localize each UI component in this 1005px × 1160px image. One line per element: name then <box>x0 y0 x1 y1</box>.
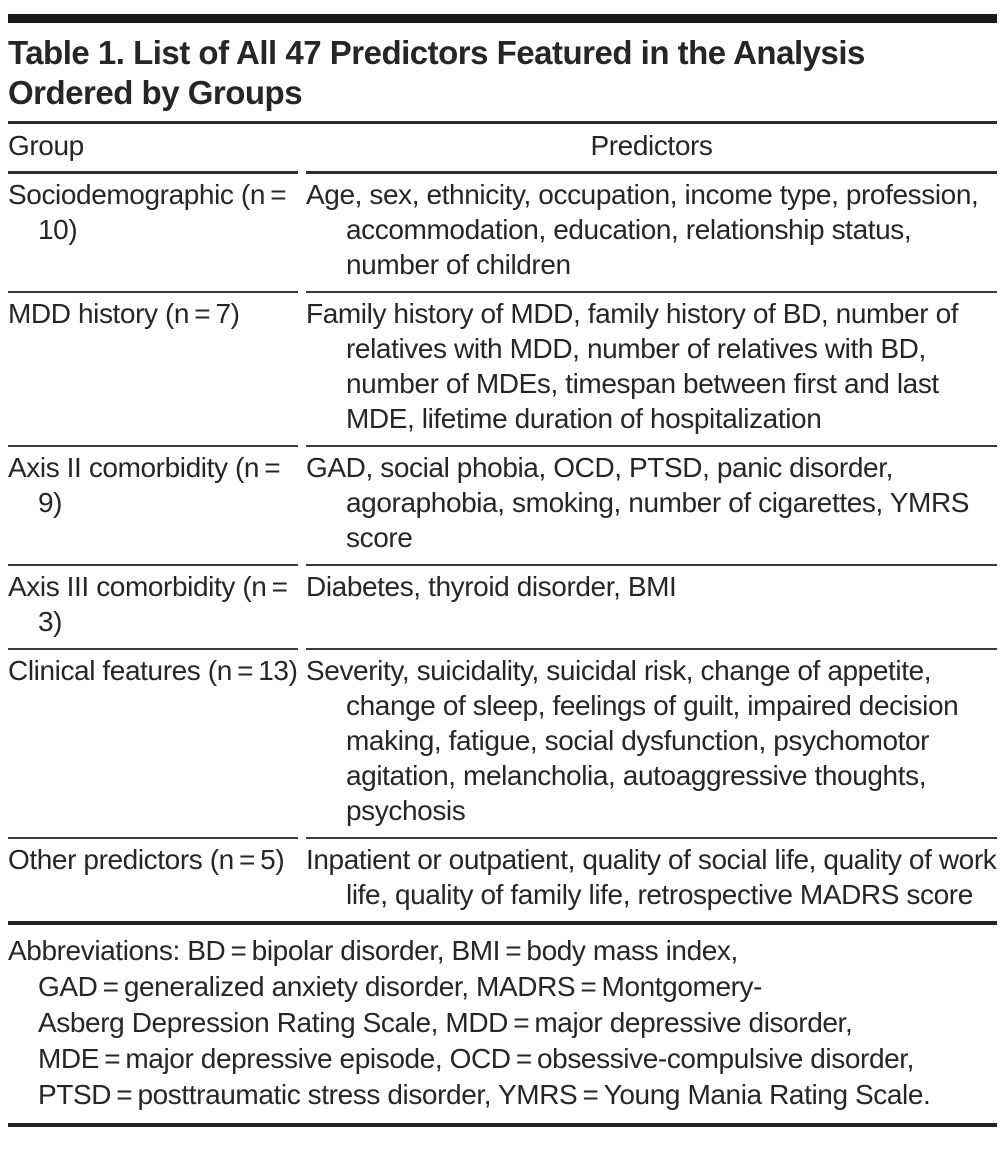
footnote-line: GAD = generalized anxiety disorder, MADRS = Montgomery- <box>38 971 763 1003</box>
predictors-cell: Age, sex, ethnicity, occupation, income type, profession, accommodation, education, relationship status, number of children <box>306 174 997 293</box>
group-cell: Sociodemographic (n = 10) <box>8 174 298 293</box>
group-cell: Other predictors (n = 5) <box>8 844 285 876</box>
group-cell: Clinical features (n = 13) <box>8 650 298 839</box>
predictors-table <box>0 124 1005 921</box>
abbreviations-footnote <box>8 933 997 1113</box>
footnote-line: PTSD = posttraumatic stress disorder, YMRS = Young Mania Rating Scale. <box>38 1079 931 1111</box>
predictors-cell: Family history of MDD, family history of BD, number of relatives with MDD, number of relatives with BD, number of MDEs, timespan between first and last MDE, lifetime duration of hospitalization <box>306 293 997 447</box>
table-row-axis-ii-comorbidity <box>8 447 997 566</box>
footnote-line: Asberg Depression Rating Scale, MDD = major depressive disorder, <box>38 1007 853 1039</box>
table-row-axis-iii-comorbidity <box>8 566 997 650</box>
header-row <box>8 124 997 174</box>
predictors-cell: Inpatient or outpatient, quality of social life, quality of work life, quality of family life, retrospective MADRS score <box>306 844 997 911</box>
table-title: Table 1. List of All 47 Predictors Featured in the Analysis Ordered by Groups <box>8 34 865 111</box>
footnote-line: MDE = major depressive episode, OCD = obsessive-compulsive disorder, <box>38 1043 915 1075</box>
group-cell: Axis II comorbidity (n = 9) <box>8 447 298 566</box>
table-row-other-predictors <box>8 839 997 921</box>
body-bottom-rule <box>8 921 997 925</box>
predictors-cell: Diabetes, thyroid disorder, BMI <box>306 566 997 650</box>
table-row-mdd-history <box>8 293 997 447</box>
table-row-clinical-features <box>8 650 997 839</box>
table-top-rule <box>8 14 997 23</box>
group-cell: Axis III comorbidity (n = 3) <box>8 566 298 650</box>
column-header-group: Group <box>8 124 298 174</box>
predictors-cell: GAD, social phobia, OCD, PTSD, panic disorder, agoraphobia, smoking, number of cigarettes, YMRS score <box>306 447 997 566</box>
group-cell: MDD history (n = 7) <box>8 293 298 447</box>
table-row-sociodemographic <box>8 174 997 293</box>
footnote-line: Abbreviations: BD = bipolar disorder, BMI = body mass index, <box>8 935 738 967</box>
predictors-cell: Severity, suicidality, suicidal risk, change of appetite, change of sleep, feelings of guilt, impaired decision making, fatigue, social dysfunction, psychomotor agitation, melancholia, autoaggressive thoughts, psychosis <box>306 650 997 839</box>
table-bottom-rule <box>8 1123 997 1127</box>
column-header-predictors: Predictors <box>306 124 997 174</box>
